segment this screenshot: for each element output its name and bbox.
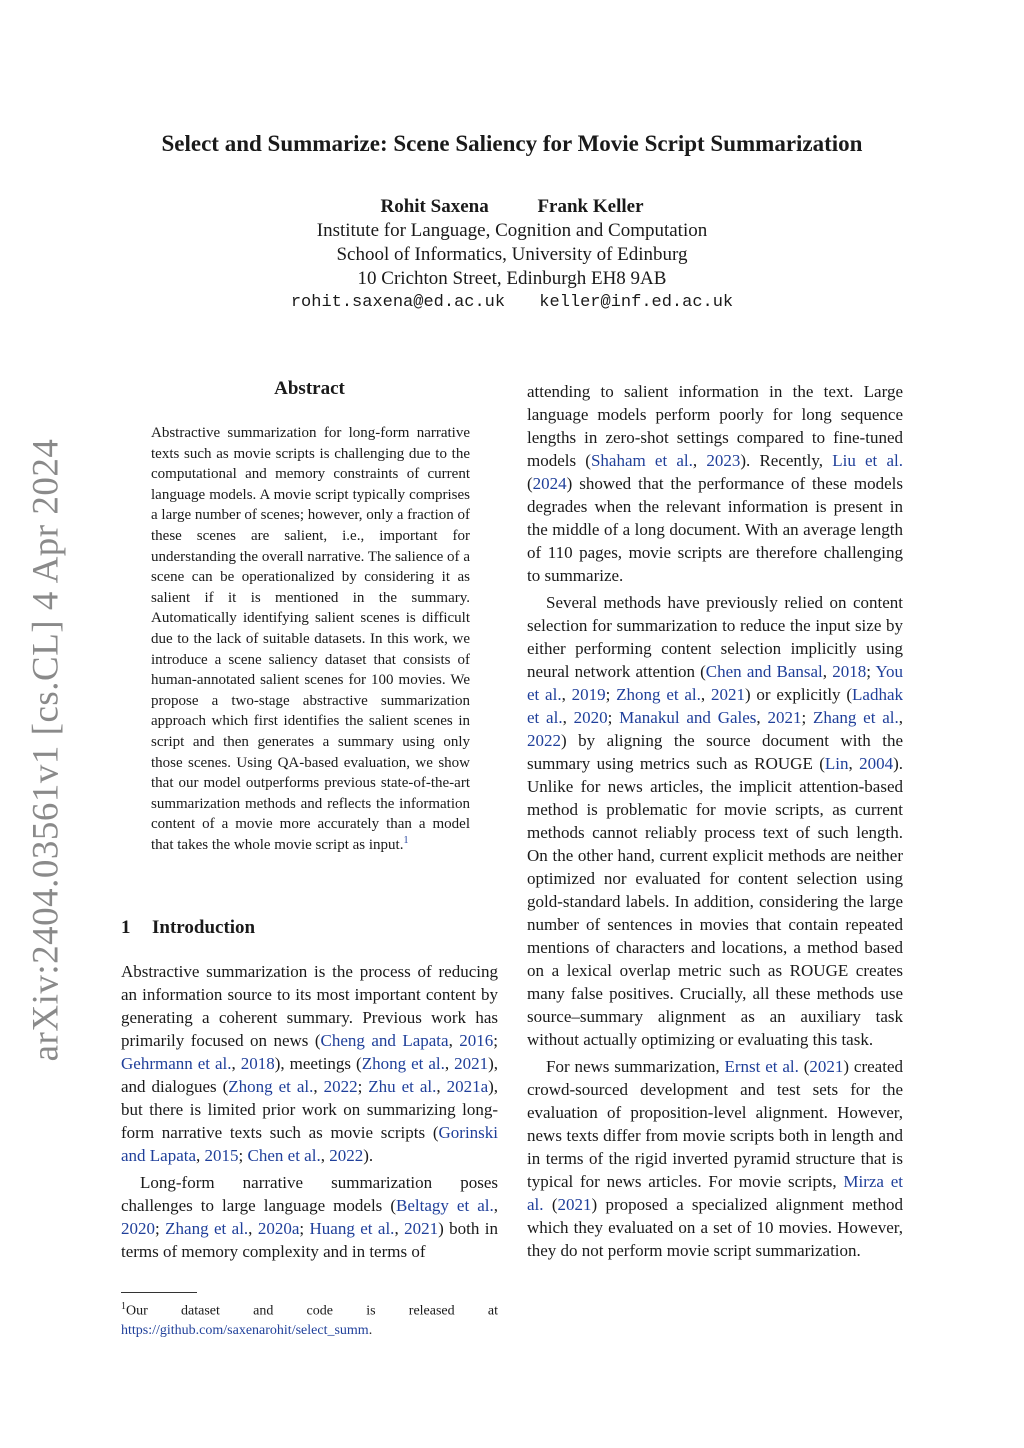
section-number: 1 bbox=[121, 917, 131, 938]
citation-link[interactable]: 2020 bbox=[121, 1219, 155, 1238]
citation-link[interactable]: Chen et al. bbox=[247, 1146, 321, 1165]
citation-link[interactable]: Zhong et al. bbox=[228, 1077, 314, 1096]
author-email[interactable]: rohit.saxena@ed.ac.uk bbox=[290, 293, 506, 312]
citation-link[interactable]: 2016 bbox=[459, 1031, 494, 1050]
footnote-reference[interactable]: 1 bbox=[403, 834, 409, 846]
citation-link[interactable]: Zhong et al. bbox=[361, 1054, 445, 1073]
citation-link[interactable]: 2019 bbox=[571, 685, 606, 704]
abstract-heading: Abstract bbox=[274, 378, 345, 399]
intro-paragraph: attending to salient information in the text. Large language models perform poorly for long sequence lengths in zero-shot settings compared to fine-tuned models (Shaham et al., 2023). Recently, Liu et al. (2024) showed that the performance of these models degrades when the relevant information is present in the middle of a long document. With an average length of 110 pages, movie scripts are therefore challenging to summarize. bbox=[527, 382, 903, 585]
citation-link[interactable]: 2021 bbox=[454, 1054, 489, 1073]
section-title: Introduction bbox=[152, 917, 256, 938]
citation-link[interactable]: Manakul and Gales bbox=[619, 708, 757, 727]
citation-link[interactable]: Chen and Bansal bbox=[705, 662, 823, 681]
citation-link[interactable]: 2021 bbox=[404, 1219, 439, 1238]
intro-paragraph: Several methods have previously relied on content selection for summarization to reduce the input size by either performing content selection implicitly using neural network attention (Chen and Bansal, 2018; You et al., 2019; Zhong et al., 2021) or explicitly (Ladhak et al., 2020; Manakul and Gales, 2021; Zhang et al., 2022) by aligning the source document with the summary using metrics such as ROUGE (Lin, 2004). Unlike for news articles, the implicit attention-based method is problematic for movie scripts, as current methods cannot reliably process text of such length. On the other hand, current explicit methods are neither optimized nor evaluated for content selection using gold-standard labels. In addition, considering the large number of sentences in movies that contain repeated mentions of characters and locations, a method based on a lexical overlap metric such as ROUGE creates many false positives. Crucially, all these methods use source–summary alignment as an auxiliary task without actually optimizing or evaluating this task. bbox=[527, 593, 904, 1049]
abstract-body bbox=[151, 423, 470, 855]
author-name: Rohit Saxena bbox=[380, 196, 489, 217]
left-column-body bbox=[121, 960, 498, 1263]
footnote-rule bbox=[121, 1292, 197, 1293]
citation-link[interactable]: Gehrmann et al. bbox=[121, 1054, 232, 1073]
affiliation-line: School of Informatics, University of Edinburg bbox=[336, 244, 688, 265]
citation-link[interactable]: Zhu et al. bbox=[368, 1077, 437, 1096]
arxiv-identifier-text: arXiv:2404.03561v1 [cs.CL] 4 Apr 2024 bbox=[25, 438, 67, 1062]
citation-link[interactable]: 2022 bbox=[329, 1146, 364, 1165]
abstract-text: Abstractive summarization for long-form narrative texts such as movie scripts is challenging due to the computational and memory constraints of current language models. A movie script typically comprises a large number of scenes; however, only a fraction of these scenes are salient, i.e., important for understanding the overall narrative. The salience of a scene can be operationalized by considering it as salient if it is mentioned in the summary. Automatically identifying salient scenes is difficult due to the lack of suitable datasets. In this work, we introduce a scene saliency dataset that consists of human-annotated salient scenes for 100 movies. We propose a two-stage abstractive summarization approach which first identifies the salient scenes in script and then generates a summary using only those scenes. Using QA-based evaluation, we show that our model outperforms previous state-of-the-art summarization methods and reflects the information content of a movie more accurately than a model that takes the whole movie script as input. bbox=[151, 425, 470, 853]
citation-link[interactable]: 2004 bbox=[859, 754, 894, 773]
citation-link[interactable]: Liu et al. bbox=[832, 451, 903, 470]
citation-link[interactable]: 2023 bbox=[706, 451, 741, 470]
citation-link[interactable]: 2021a bbox=[446, 1077, 489, 1096]
citation-link[interactable]: Lin bbox=[824, 754, 849, 773]
citation-link[interactable]: Zhang et al. bbox=[812, 708, 899, 727]
citation-link[interactable]: Gorinski and Lapata bbox=[121, 1123, 498, 1165]
paper-title: Select and Summarize: Scene Saliency for Movie Script Summarization bbox=[161, 131, 863, 156]
citation-link[interactable]: 2020 bbox=[573, 708, 608, 727]
citation-link[interactable]: 2018 bbox=[240, 1054, 275, 1073]
intro-paragraph: Long-form narrative summarization poses challenges to large language models (Beltagy et al., 2020; Zhang et al., 2020a; Huang et al., 2021) both in terms of memory complexity and in terms of bbox=[121, 1173, 499, 1261]
author-list bbox=[100, 196, 924, 218]
arxiv-identifier-stamp bbox=[18, 438, 74, 1062]
citation-link[interactable]: 2022 bbox=[527, 731, 561, 750]
author-name: Frank Keller bbox=[537, 196, 644, 217]
citation-link[interactable]: Shaham et al. bbox=[590, 451, 693, 470]
affiliation-line: Institute for Language, Cognition and Computation bbox=[316, 220, 708, 241]
citation-link[interactable]: Zhong et al. bbox=[616, 685, 701, 704]
right-column-body bbox=[527, 380, 903, 1262]
citation-link[interactable]: Ladhak et al. bbox=[527, 685, 903, 727]
intro-paragraph: For news summarization, Ernst et al. (2021) created crowd-sourced development and test sets for the evaluation of proposition-level alignment. However, news texts differ from movie scripts both in length and in terms of the rigid inverted pyramid structure that is typical for news articles. For movie scripts, Mirza et al. (2021) proposed a specialized alignment method which they evaluated on a set of 10 movies. However, they do not perform movie script summarization. bbox=[527, 1057, 903, 1260]
section-heading bbox=[121, 917, 255, 939]
intro-paragraph: Abstractive summarization is the process of reducing an information source to its most important content by generating a coherent summary. Previous work has primarily focused on news (Cheng and Lapata, 2016; Gehrmann et al., 2018), meetings (Zhong et al., 2021), and dialogues (Zhong et al., 2022; Zhu et al., 2021a), but there is limited prior work on summarizing long-form narrative texts such as movie scripts (Gorinski and Lapata, 2015; Chen et al., 2022). bbox=[121, 962, 499, 1165]
citation-link[interactable]: You et al. bbox=[527, 662, 904, 704]
citation-link[interactable]: 2024 bbox=[532, 474, 567, 493]
citation-link[interactable]: 2015 bbox=[204, 1146, 239, 1165]
footnote-url-link[interactable]: https://github.com/saxenarohit/select_summ bbox=[121, 1322, 369, 1338]
footnote: $^1$Our dataset and code is released at https://github.com/saxenarohit/select_summ. bbox=[121, 1301, 498, 1338]
citation-link[interactable]: 2021 bbox=[809, 1057, 844, 1076]
citation-link[interactable]: 2021 bbox=[767, 708, 802, 727]
footnote-mark: 1 bbox=[121, 1301, 126, 1312]
citation-link[interactable]: Huang et al. bbox=[309, 1219, 395, 1238]
citation-link[interactable]: Cheng and Lapata bbox=[320, 1031, 449, 1050]
affiliation-line: 10 Crichton Street, Edinburgh EH8 9AB bbox=[357, 268, 667, 289]
author-emails bbox=[100, 293, 924, 312]
citation-link[interactable]: Mirza et al. bbox=[527, 1172, 903, 1214]
citation-link[interactable]: Zhang et al. bbox=[165, 1219, 249, 1238]
citation-link[interactable]: Ernst et al. bbox=[724, 1057, 799, 1076]
citation-link[interactable]: Beltagy et al. bbox=[396, 1196, 494, 1215]
citation-link[interactable]: 2020a bbox=[257, 1219, 300, 1238]
citation-link[interactable]: 2018 bbox=[832, 662, 867, 681]
author-email[interactable]: keller@inf.ed.ac.uk bbox=[539, 293, 734, 312]
citation-link[interactable]: 2021 bbox=[710, 685, 745, 704]
citation-link[interactable]: 2022 bbox=[323, 1077, 358, 1096]
citation-link[interactable]: 2021 bbox=[557, 1195, 592, 1214]
